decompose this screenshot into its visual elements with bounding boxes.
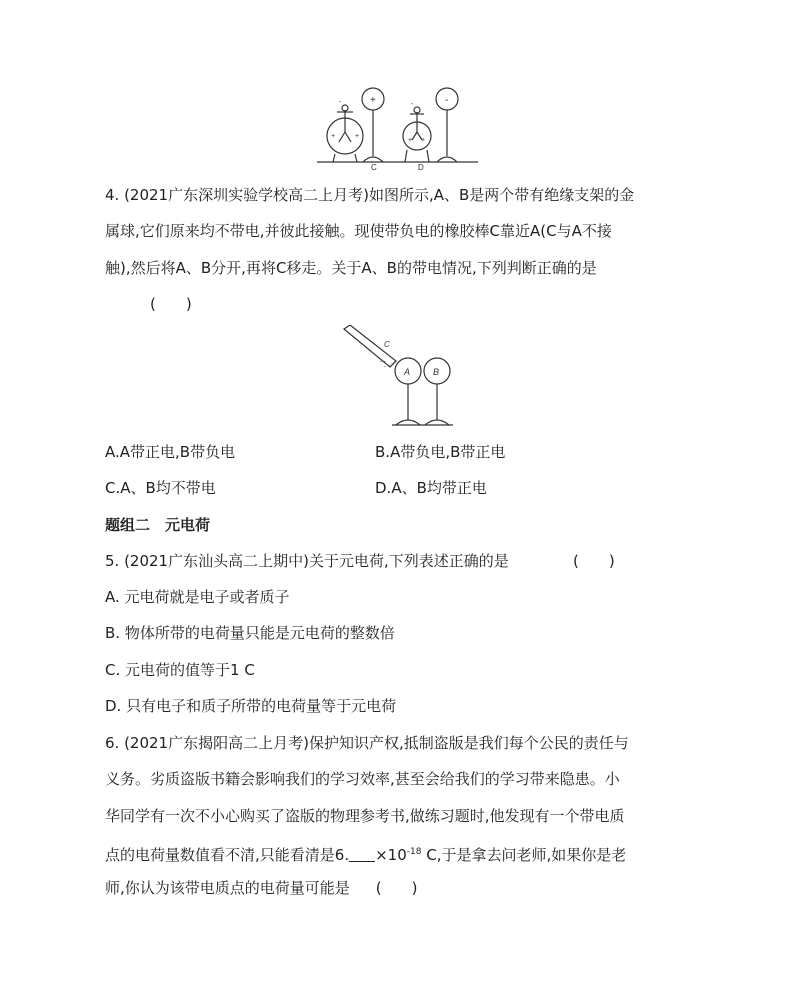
label-c: C: [371, 163, 377, 170]
label-d: D: [418, 163, 424, 170]
q4-line-1: 4. (2021广东深圳实验学校高二上月考)如图所示,A、B是两个带有绝缘支架的金: [105, 186, 635, 204]
q6-line-3: 华同学有一次不小心购买了盗版的物理参考书,做练习题时,他发现有一个带电质: [105, 807, 625, 825]
q5-answer-paren[interactable]: ( ): [573, 552, 615, 570]
q5-option-d[interactable]: D. 只有电子和质子所带的电荷量等于元电荷: [105, 697, 397, 715]
section-title: 题组二 元电荷: [105, 516, 211, 534]
q4-answer-paren[interactable]: ( ): [150, 295, 192, 313]
svg-text:+: +: [331, 133, 336, 140]
svg-text:+: +: [408, 137, 413, 144]
q6-line-5: 师,你认为该带电质点的电荷量可能是 ( ): [105, 879, 418, 897]
q6-answer-paren[interactable]: ( ): [375, 879, 418, 897]
q5-option-c[interactable]: C. 元电荷的值等于1 C: [105, 661, 255, 679]
q4-line-2: 属球,它们原来均不带电,并彼此接触。现使带负电的橡胶棒C靠近A(C与A不接: [105, 222, 612, 240]
q5-option-b[interactable]: B. 物体所带的电荷量只能是元电荷的整数倍: [105, 624, 395, 642]
q4-line-3: 触),然后将A、B分开,再将C移走。关于A、B的带电情况,下列判断正确的是: [105, 259, 597, 277]
svg-text:-: -: [339, 99, 342, 106]
svg-text:- -: - -: [380, 359, 386, 365]
q4-option-a[interactable]: A.A带正电,B带负电: [105, 443, 236, 461]
q6-line-1: 6. (2021广东揭阳高二上月考)保护知识产权,抵制盗版是我们每个公民的责任与: [105, 734, 629, 752]
q6-line-4: 点的电荷量数值看不清,只能看清是6. $\times 10^{-18}$ C,于是拿去问老师,如果你是老: [105, 846, 627, 864]
q6-line-2: 义务。劣质盗版书籍会影响我们的学习效率,甚至会给我们的学习带来隐患。小: [105, 770, 620, 788]
charge-blank: [349, 849, 375, 862]
q5-stem: 5. (2021广东汕头高二上期中)关于元电荷,下列表述正确的是: [105, 552, 509, 570]
sphere-a-label: A: [404, 367, 411, 377]
sign-plus: +: [370, 95, 376, 106]
sphere-b-label: B: [433, 367, 440, 377]
svg-text:- -: - -: [384, 364, 390, 370]
svg-text:+: +: [421, 137, 426, 144]
electroscope-figure: [315, 82, 480, 170]
q4-option-d[interactable]: D.A、B均带正电: [375, 479, 487, 497]
sign-minus: -: [445, 95, 449, 106]
q5-option-a[interactable]: A. 元电荷就是电子或者质子: [105, 588, 290, 606]
rod-label: C: [384, 340, 390, 349]
svg-text:+: +: [355, 133, 360, 140]
q4-option-b[interactable]: B.A带负电,B带正电: [375, 443, 506, 461]
q4-option-c[interactable]: C.A、B均不带电: [105, 479, 216, 497]
spheres-figure: [340, 325, 465, 430]
svg-text:-: -: [411, 101, 414, 108]
